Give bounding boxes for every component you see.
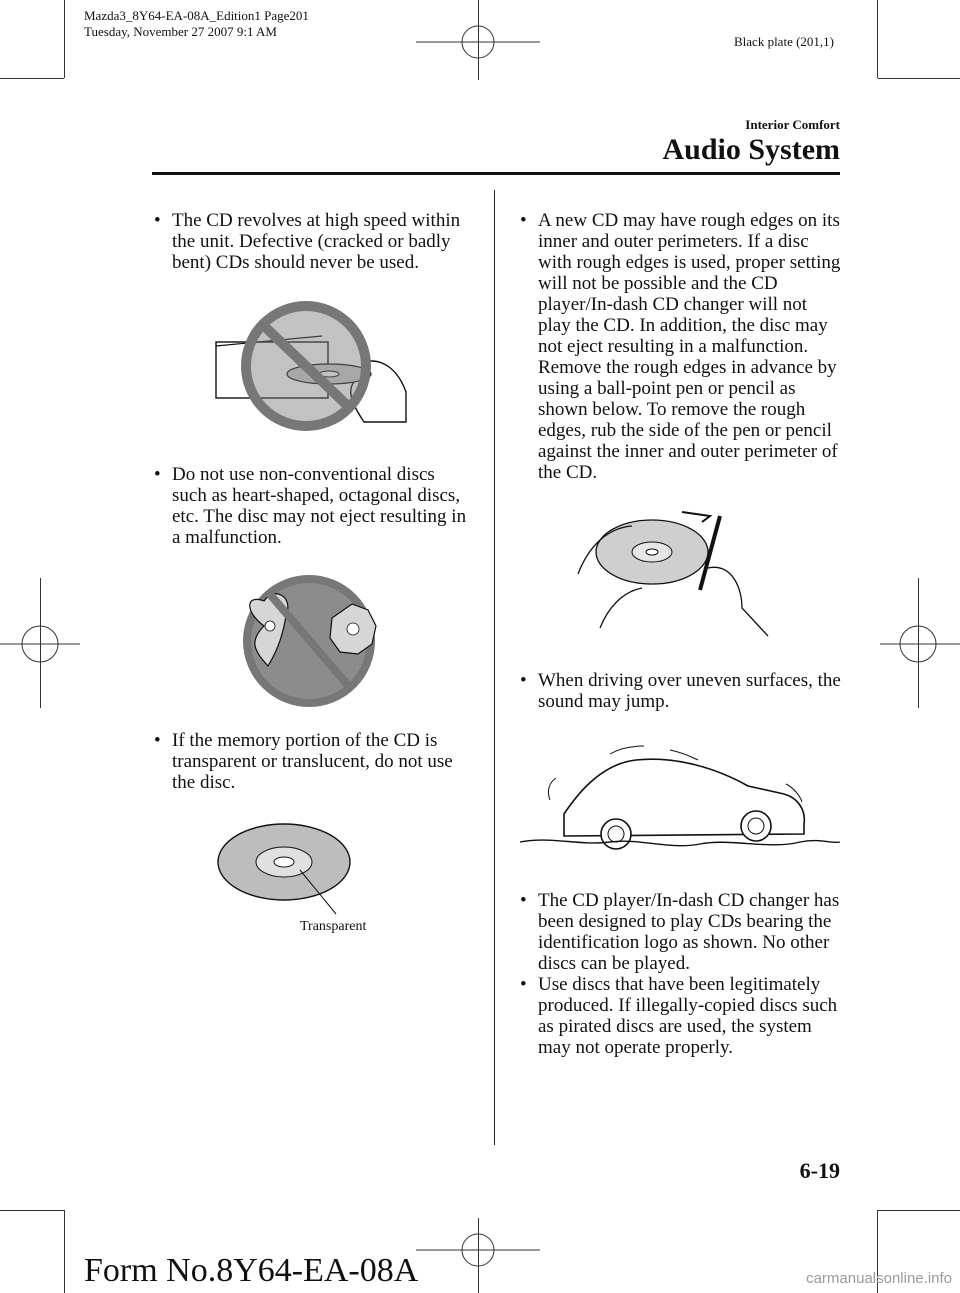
watermark: carmanualsonline.info [806,1270,952,1287]
bullet-text: • When driving over uneven surfaces, the sound may jump. [518,670,844,712]
right-bullet-2 [518,670,844,712]
registration-target-bottom [416,1218,540,1288]
print-info-line1: Mazda3_8Y64-EA-08A_Edition1 Page201 [84,8,309,23]
bullet-text: • Use discs that have been legitimately produced. If illegally-copied discs such as pirated discs are used, the system may not operate properly. [518,974,844,1058]
left-bullet-1 [152,210,470,273]
rough-edge-removal-illustration [572,508,772,636]
bullet-text: • Do not use non-conventional discs such as heart-shaped, octagonal discs, etc. The disc may not eject resulting in a malfunction. [152,464,470,548]
left-bullet-2 [152,464,470,548]
heading-rule [152,172,840,175]
registration-target-right [880,614,960,674]
form-number: Form No.8Y64-EA-08A [84,1252,419,1289]
left-bullet-3 [152,730,470,793]
bullet-text: • The CD player/In-dash CD changer has been designed to play CDs bearing the identification logo as shown. No other discs can be played. [518,890,844,974]
registration-target-left [0,614,80,674]
car-uneven-road-illustration [520,740,840,860]
right-bullet-3 [518,890,844,1058]
transparent-cd-illustration [212,818,382,928]
right-bullet-1 [518,210,844,483]
page-number: 6-19 [799,1158,840,1183]
plate-info: Black plate (201,1) [734,34,834,49]
odd-shaped-disc-prohibition-illustration [234,566,384,716]
section-category: Interior Comfort [745,117,840,132]
bullet-text: • The CD revolves at high speed within the unit. Defective (cracked or badly bent) CDs should never be used. [152,210,470,273]
registration-target-top [416,4,540,80]
bullet-text: • If the memory portion of the CD is transparent or translucent, do not use the disc. [152,730,470,793]
print-info-line2: Tuesday, November 27 2007 9:1 AM [84,24,277,39]
transparent-caption: Transparent [300,919,367,934]
cracked-cd-prohibition-illustration [214,282,414,428]
section-title: Audio System [662,133,840,166]
column-divider [494,190,495,1145]
bullet-text: • A new CD may have rough edges on its inner and outer perimeters. If a disc with rough edges is used, proper setting will not be possible and the CD player/In-dash CD changer will not play the CD. In addition, the disc may not eject resulting in a malfunction. Remove the rough edges in advance by using a ball-point pen or pencil as shown below. To remove the rough edges, rub the side of the pen or pencil against the inner and outer perimeter of the CD. [518,210,844,483]
